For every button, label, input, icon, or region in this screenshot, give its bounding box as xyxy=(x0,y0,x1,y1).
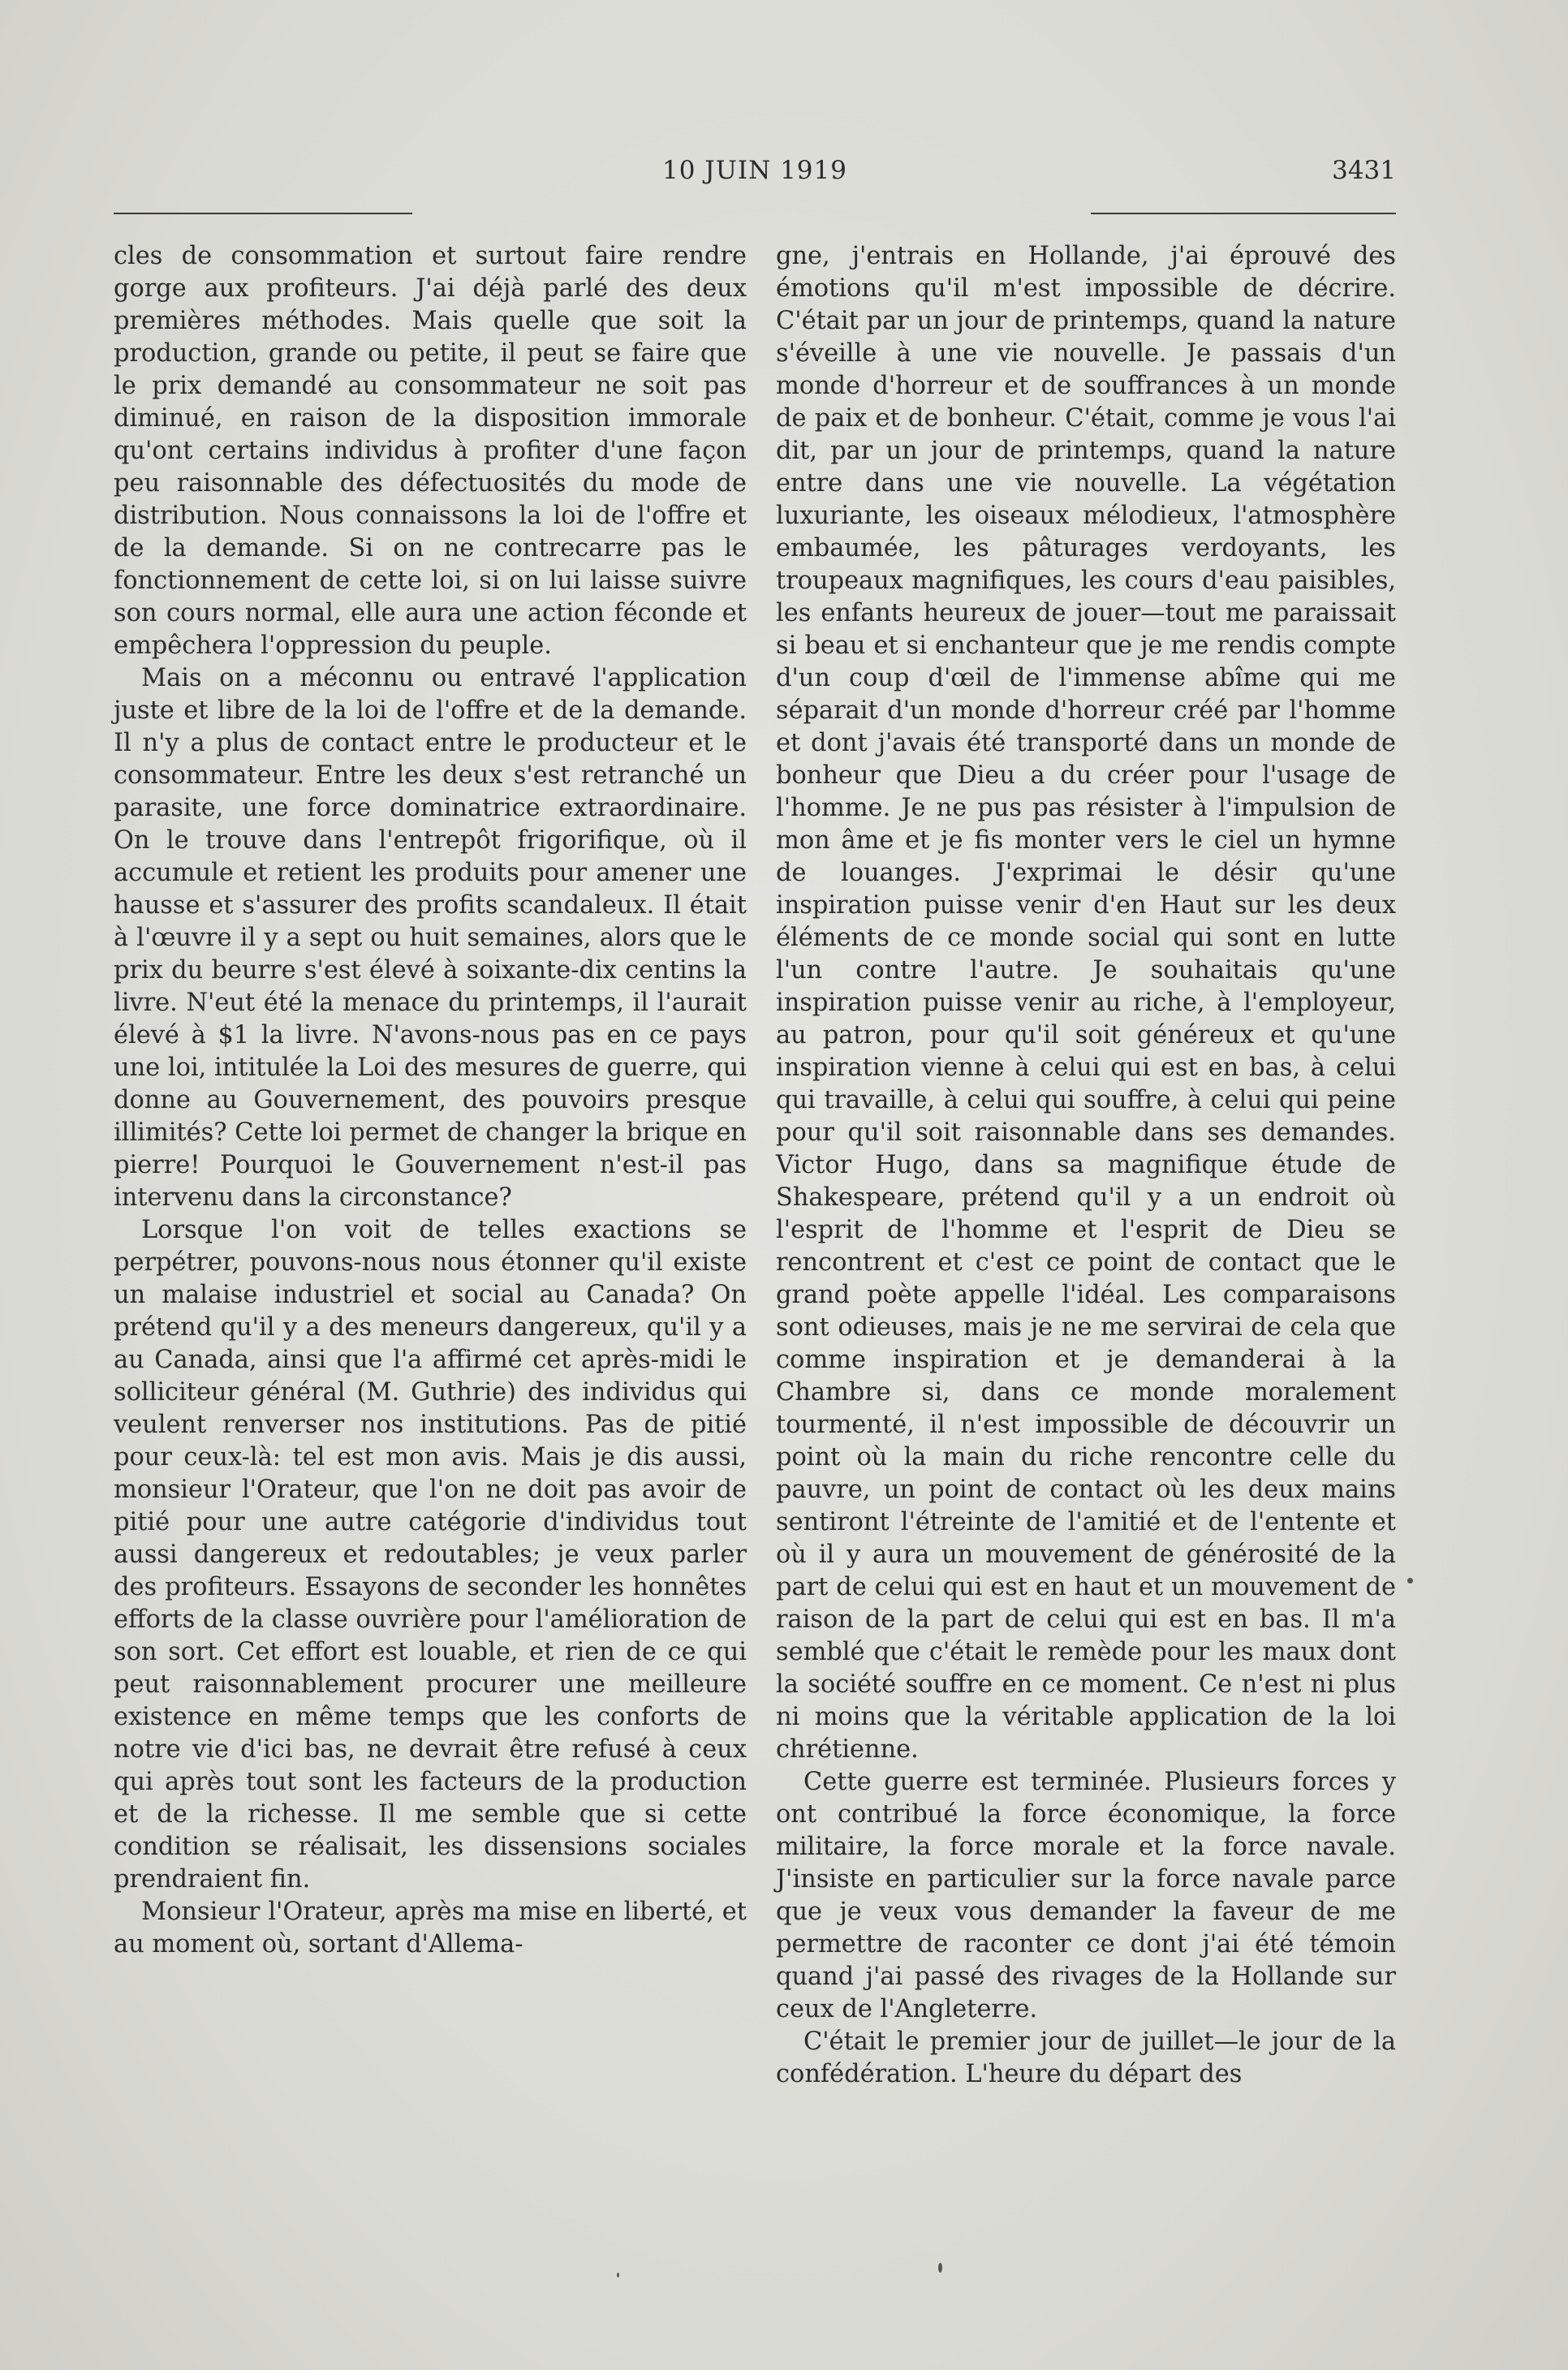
scan-speck xyxy=(1407,1578,1413,1584)
paragraph: Mais on a méconnu ou entravé l'application juste et libre de la loi de l'offre et de la demande. Il n'y a plus de contact entre le producteur et le consommateur. Entre les deux s'est retranché un parasite, une force dominatrice extraordinaire. On le trouve dans l'entrepôt frigorifique, où il accumule et retient les produits pour amener une hausse et s'assurer des profits scandaleux. Il était à l'œuvre il y a sept ou huit semaines, alors que le prix du beurre s'est élevé à soixante-dix centins la livre. N'eut été la menace du printemps, il l'aurait élevé à $1 la livre. N'avons-nous pas en ce pays une loi, intitulée la Loi des mesures de guerre, qui donne au Gouvernement, des pouvoirs presque illimités? Cette loi permet de changer la brique en pierre! Pourquoi le Gouvernement n'est-il pas intervenu dans la circonstance? xyxy=(114,664,747,1212)
header-rule-left xyxy=(114,213,412,214)
scan-speck xyxy=(938,2263,942,2273)
right-column xyxy=(776,240,1396,2091)
header-date: 10 JUIN 1919 xyxy=(662,156,847,185)
paragraph: Cette guerre est terminée. Plusieurs forces y ont contribué la force économique, la force militaire, la force morale et la force navale. J'insiste en particulier sur la force navale parce que je veux vous demander la faveur de me permettre de raconter ce dont j'ai été témoin quand j'ai passé des rivages de la Hollande sur ceux de l'Angleterre. xyxy=(776,1768,1396,2023)
paragraph: C'était le premier jour de juillet—le jour de la confédération. L'heure du départ des xyxy=(776,2027,1396,2088)
left-column xyxy=(114,240,747,1961)
paragraph: cles de consommation et surtout faire rendre gorge aux profiteurs. J'ai déjà parlé des deux premières méthodes. Mais quelle que soit la production, grande ou petite, il peut se faire que le prix demandé au consommateur ne soit pas diminué, en raison de la disposition immorale qu'ont certains individus à profiter d'une façon peu raisonnable des défectuosités du mode de distribution. Nous connaissons la loi de l'offre et de la demande. Si on ne contrecarre pas le fonctionnement de cette loi, si on lui laisse suivre son cours normal, elle aura une action féconde et empêchera l'oppression du peuple. xyxy=(114,242,747,660)
page-header xyxy=(114,156,1396,196)
paragraph: gne, j'entrais en Hollande, j'ai éprouvé des émotions qu'il m'est impossible de décrire. C'était par un jour de printemps, quand la nature s'éveille à une vie nouvelle. Je passais d'un monde d'horreur et de souffrances à un monde de paix et de bonheur. C'était, comme je vous l'ai dit, par un jour de printemps, quand la nature entre dans une vie nouvelle. La végétation luxuriante, les oiseaux mélodieux, l'atmosphère embaumée, les pâturages verdoyants, les troupeaux magnifiques, les cours d'eau paisibles, les enfants heureux de jouer—tout me paraissait si beau et si enchanteur que je me rendis compte d'un coup d'œil de l'immense abîme qui me séparait d'un monde d'horreur créé par l'homme et dont j'avais été transporté dans un monde de bonheur que Dieu a du créer pour l'usage de l'homme. Je ne pus pas résister à l'impulsion de mon âme et je fis monter vers le ciel un hymne de louanges. J'exprimai le désir qu'une inspiration puisse venir d'en Haut sur les deux éléments de ce monde social qui sont en lutte l'un contre l'autre. Je souhaitais qu'une inspiration puisse venir au riche, à l'employeur, au patron, pour qu'il soit généreux et qu'une inspiration vienne à celui qui est en bas, à celui qui travaille, à celui qui souffre, à celui qui peine pour qu'il soit raisonnable dans ses demandes. Victor Hugo, dans sa magnifique étude de Shakespeare, prétend qu'il y a un endroit où l'esprit de l'homme et l'esprit de Dieu se rencontrent et c'est ce point de contact que le grand poète appelle l'idéal. Les comparaisons sont odieuses, mais je ne me servirai de cela que comme inspiration et je demanderai à la Chambre si, dans ce monde moralement tourmenté, il n'est impossible de découvrir un point où la main du riche rencontre celle du pauvre, un point de contact où les deux mains sentiront l'étreinte de l'amitié et de l'entente et où il y aura un mouvement de générosité de la part de celui qui est en haut et un mouvement de raison de la part de celui qui est en bas. Il m'a semblé que c'était le remède pour les maux dont la société souffre en ce moment. Ce n'est ni plus ni moins que la véritable application de la loi chrétienne. xyxy=(776,242,1396,1764)
scan-speck xyxy=(617,2273,619,2277)
header-rule-right xyxy=(1091,213,1396,214)
paragraph: Lorsque l'on voit de telles exactions se perpétrer, pouvons-nous nous étonner qu'il existe un malaise industriel et social au Canada? On prétend qu'il y a des meneurs dangereux, qu'il y a au Canada, ainsi que l'a affirmé cet après-midi le solliciteur général (M. Guthrie) des individus qui veulent renverser nos institutions. Pas de pitié pour ceux-là: tel est mon avis. Mais je dis aussi, monsieur l'Orateur, que l'on ne doit pas avoir de pitié pour une autre catégorie d'individus tout aussi dangereux et redoutables; je veux parler des profiteurs. Essayons de seconder les honnêtes efforts de la classe ouvrière pour l'amélioration de son sort. Cet effort est louable, et rien de ce qui peut raisonnablement procurer une meilleure existence en même temps que les conforts de notre vie d'ici bas, ne devrait être refusé à ceux qui après tout sont les facteurs de la production et de la richesse. Il me semble que si cette condition se réalisait, les dissensions sociales prendraient fin. xyxy=(114,1216,747,1894)
paragraph: Monsieur l'Orateur, après ma mise en liberté, et au moment où, sortant d'Allema- xyxy=(114,1898,747,1958)
page-number: 3431 xyxy=(1332,156,1396,185)
